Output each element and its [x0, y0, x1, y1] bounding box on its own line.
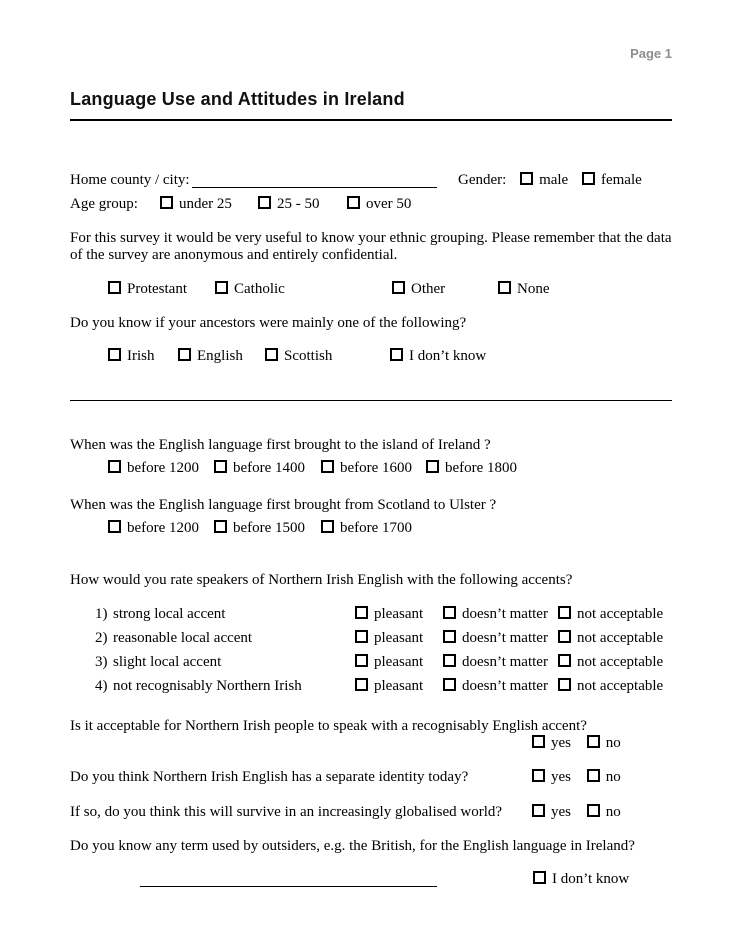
option-ulster-before-1500[interactable] [214, 520, 305, 537]
option-over-50[interactable] [347, 196, 411, 213]
option-ancestors-dont-know[interactable] [390, 348, 486, 365]
page-title: Language Use and Attitudes in Ireland [70, 89, 405, 109]
option-label: doesn’t matter [462, 654, 548, 670]
checkbox-icon[interactable] [258, 196, 271, 209]
checkbox-icon[interactable] [108, 281, 121, 294]
checkbox-icon[interactable] [392, 281, 405, 294]
checkbox-icon[interactable] [355, 678, 368, 691]
checkbox-icon[interactable] [214, 460, 227, 473]
option-yes[interactable] [532, 804, 571, 820]
option-no[interactable] [587, 804, 621, 820]
checkbox-icon[interactable] [558, 606, 571, 619]
option-25-50[interactable] [258, 196, 320, 213]
row-number: 3) [95, 654, 108, 670]
option-not-acceptable[interactable] [558, 678, 663, 695]
option-label: pleasant [374, 606, 424, 622]
checkbox-icon[interactable] [443, 654, 456, 667]
option-doesnt-matter[interactable] [443, 678, 548, 695]
checkbox-icon[interactable] [443, 606, 456, 619]
option-label: yes [551, 804, 571, 820]
yes-no-group [532, 769, 621, 786]
option-label: no [605, 769, 621, 785]
option-pleasant[interactable] [355, 654, 423, 671]
checkbox-icon[interactable] [587, 804, 600, 817]
page-number: Page 1 [630, 46, 672, 61]
row-number: 1) [95, 606, 108, 622]
option-label: male [539, 172, 569, 188]
option-doesnt-matter[interactable] [443, 654, 548, 671]
checkbox-icon[interactable] [426, 460, 439, 473]
checkbox-icon[interactable] [265, 348, 278, 361]
option-english[interactable] [178, 348, 243, 365]
option-label: doesn’t matter [462, 630, 548, 646]
term-blank-line[interactable] [140, 871, 437, 887]
separate-identity-question: Do you think Northern Irish English has a separate identity today? [70, 769, 469, 785]
option-label: Scottish [284, 348, 333, 364]
option-label: over 50 [366, 196, 412, 212]
option-term-dont-know[interactable] [533, 871, 629, 888]
option-label: before 1800 [445, 460, 518, 476]
option-label: before 1700 [340, 520, 413, 536]
checkbox-icon[interactable] [108, 460, 121, 473]
option-ireland-before-1600[interactable] [321, 460, 412, 477]
yes-no-group [532, 804, 621, 821]
option-other[interactable] [392, 281, 445, 298]
row-number: 2) [95, 630, 108, 646]
option-none[interactable] [498, 281, 550, 298]
checkbox-icon[interactable] [443, 630, 456, 643]
checkbox-icon[interactable] [108, 520, 121, 533]
checkbox-icon[interactable] [558, 630, 571, 643]
option-doesnt-matter[interactable] [443, 606, 548, 623]
accents-question: How would you rate speakers of Northern Irish English with the following accents? [70, 572, 573, 588]
separate-identity-row [70, 769, 621, 786]
option-pleasant[interactable] [355, 678, 423, 695]
checkbox-icon[interactable] [215, 281, 228, 294]
option-label: Catholic [234, 281, 285, 297]
option-no[interactable] [587, 735, 621, 751]
checkbox-icon[interactable] [178, 348, 191, 361]
term-question: Do you know any term used by outsiders, e.g. the British, for the English language in Ireland? [70, 838, 635, 854]
age-group-row [70, 196, 412, 213]
option-label: before 1200 [127, 460, 200, 476]
option-label: before 1500 [233, 520, 306, 536]
home-county-row [70, 172, 642, 189]
history-ireland-question: When was the English language first brought to the island of Ireland ? [70, 437, 491, 453]
option-ireland-before-1400[interactable] [214, 460, 305, 477]
gender-label: Gender: [458, 172, 507, 188]
checkbox-icon[interactable] [390, 348, 403, 361]
option-label: before 1200 [127, 520, 200, 536]
option-label: Irish [127, 348, 155, 364]
checkbox-icon[interactable] [532, 769, 545, 782]
checkbox-icon[interactable] [532, 735, 545, 748]
option-not-acceptable[interactable] [558, 630, 663, 647]
option-label: doesn’t matter [462, 606, 548, 622]
checkbox-icon[interactable] [498, 281, 511, 294]
option-under-25[interactable] [160, 196, 232, 213]
option-scottish[interactable] [265, 348, 332, 365]
checkbox-icon[interactable] [587, 769, 600, 782]
option-label: no [605, 735, 621, 751]
option-label: I don’t know [552, 871, 630, 887]
checkbox-icon[interactable] [558, 654, 571, 667]
option-label: not acceptable [577, 606, 664, 622]
accent-label: slight local accent [113, 654, 222, 670]
checkbox-icon[interactable] [214, 520, 227, 533]
option-pleasant[interactable] [355, 606, 423, 623]
option-yes[interactable] [532, 769, 571, 785]
checkbox-icon[interactable] [355, 630, 368, 643]
option-label: before 1400 [233, 460, 306, 476]
accent-label: not recognisably Northern Irish [113, 678, 302, 694]
option-irish[interactable] [108, 348, 155, 365]
checkbox-icon[interactable] [533, 871, 546, 884]
option-label: yes [551, 769, 571, 785]
option-label: yes [551, 735, 571, 751]
option-not-acceptable[interactable] [558, 654, 663, 671]
option-yes[interactable] [532, 735, 571, 751]
checkbox-icon[interactable] [520, 172, 533, 185]
option-label: female [600, 172, 642, 188]
checkbox-icon[interactable] [558, 678, 571, 691]
title-divider [70, 119, 672, 121]
accent-label: strong local accent [113, 606, 226, 622]
option-label: None [517, 281, 550, 297]
history-ulster-question: When was the English language first brought from Scotland to Ulster ? [70, 497, 497, 513]
option-label: Protestant [127, 281, 187, 297]
option-label: not acceptable [577, 678, 664, 694]
section-divider [70, 400, 672, 401]
accent-label: reasonable local accent [113, 630, 253, 646]
option-ireland-before-1800[interactable] [426, 460, 517, 477]
option-label: pleasant [374, 630, 424, 646]
checkbox-icon[interactable] [321, 460, 334, 473]
option-ireland-before-1200[interactable] [108, 460, 199, 477]
checkbox-icon[interactable] [355, 606, 368, 619]
home-county-label: Home county / city: [70, 172, 190, 188]
checkbox-icon[interactable] [321, 520, 334, 533]
option-label: English [197, 348, 243, 364]
option-label: before 1600 [340, 460, 413, 476]
option-catholic[interactable] [215, 281, 285, 298]
option-label: I don’t know [409, 348, 487, 364]
gender-group [458, 172, 642, 189]
english-accent-question: Is it acceptable for Northern Irish people to speak with a recognisably English accent? [70, 718, 587, 734]
survive-question: If so, do you think this will survive in an increasingly globalised world? [70, 804, 503, 820]
row-number: 4) [95, 678, 108, 694]
option-label: 25 - 50 [277, 196, 320, 212]
option-doesnt-matter[interactable] [443, 630, 548, 647]
checkbox-icon[interactable] [532, 804, 545, 817]
option-label: not acceptable [577, 630, 664, 646]
option-label: pleasant [374, 654, 424, 670]
option-male[interactable] [520, 172, 568, 188]
checkbox-icon[interactable] [443, 678, 456, 691]
option-ulster-before-1700[interactable] [321, 520, 412, 537]
option-not-acceptable[interactable] [558, 606, 663, 623]
option-ulster-before-1200[interactable] [108, 520, 199, 537]
option-label: not acceptable [577, 654, 664, 670]
checkbox-icon[interactable] [108, 348, 121, 361]
checkbox-icon[interactable] [582, 172, 595, 185]
age-group-label: Age group: [70, 196, 138, 212]
checkbox-icon[interactable] [160, 196, 173, 209]
option-no[interactable] [587, 769, 621, 785]
checkbox-icon[interactable] [347, 196, 360, 209]
option-label: under 25 [179, 196, 232, 212]
ancestors-question: Do you know if your ancestors were mainly one of the following? [70, 315, 467, 331]
option-label: doesn’t matter [462, 678, 548, 694]
checkbox-icon[interactable] [587, 735, 600, 748]
yes-no-group [532, 735, 621, 752]
option-label: pleasant [374, 678, 424, 694]
option-protestant[interactable] [108, 281, 187, 298]
ethnic-intro-paragraph: For this survey it would be very useful to know your ethnic grouping. Please remember that the data of the survey are anonymous and entirely confidential. [70, 230, 672, 263]
option-label: no [605, 804, 621, 820]
option-label: Other [411, 281, 446, 297]
option-female[interactable] [582, 172, 642, 188]
home-county-blank-line[interactable] [192, 172, 437, 188]
option-pleasant[interactable] [355, 630, 423, 647]
checkbox-icon[interactable] [355, 654, 368, 667]
survive-row [70, 804, 621, 821]
